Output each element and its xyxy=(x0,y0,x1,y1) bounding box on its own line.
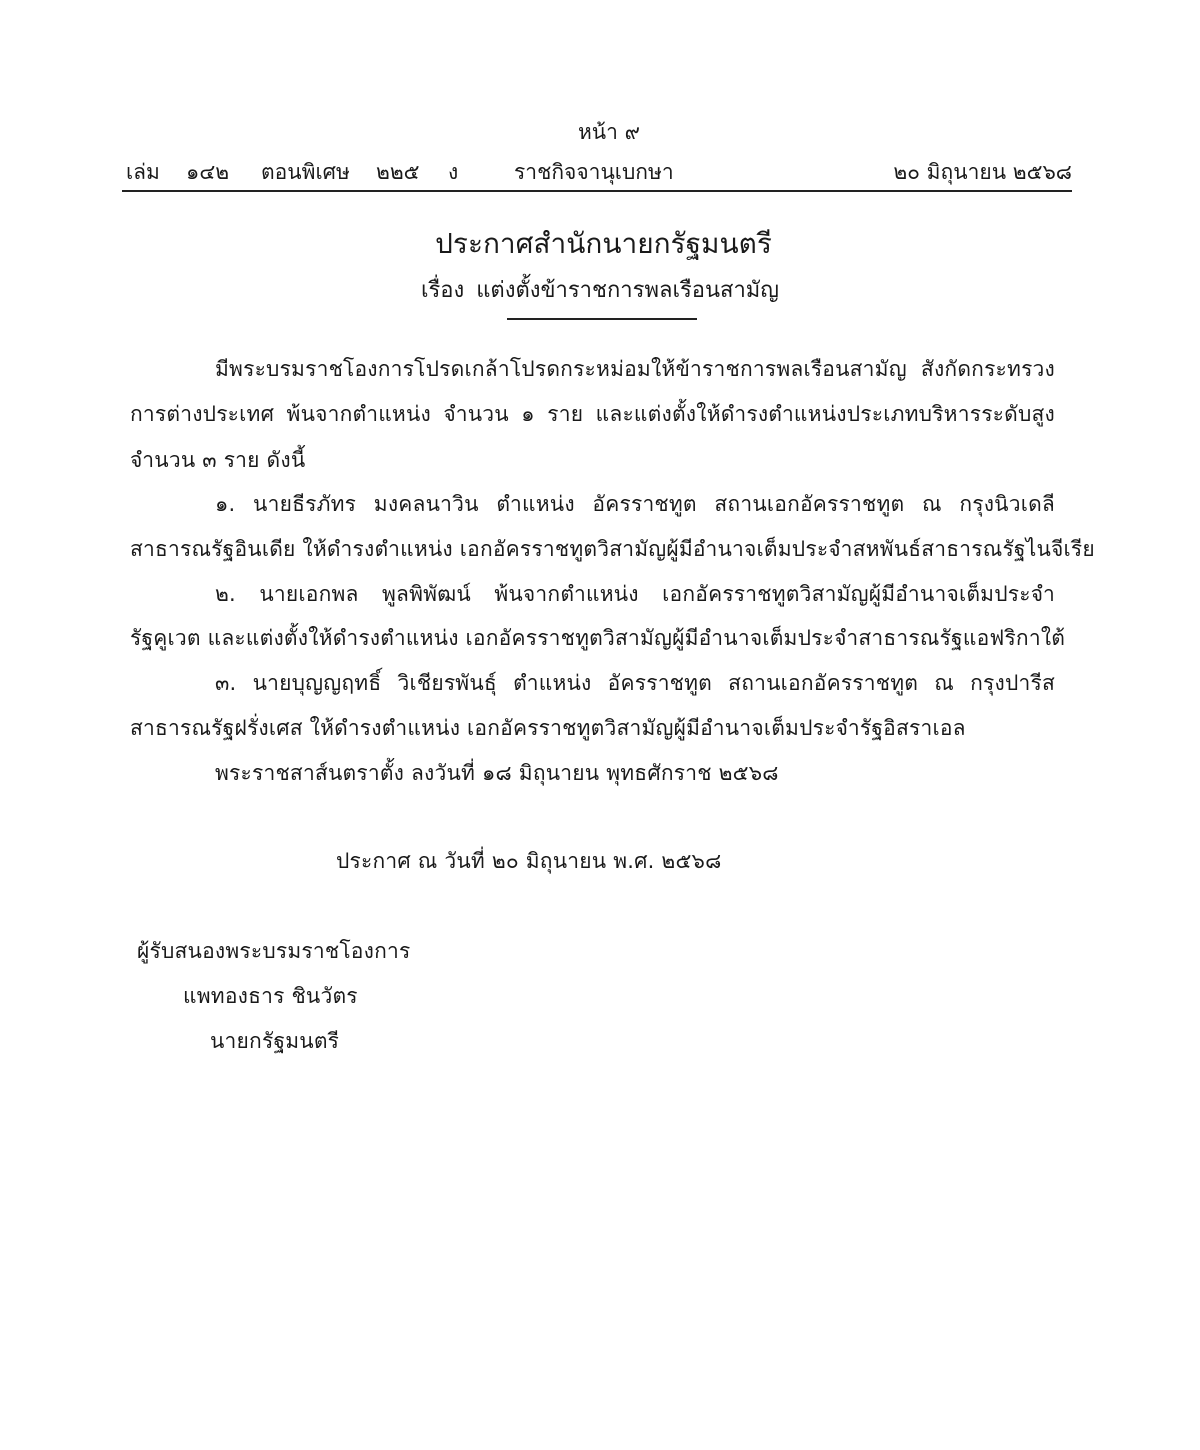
appointment-item-3-line-2: สาธารณรัฐฝรั่งเศส ให้ดำรงตำแหน่ง เอกอัครราชทูตวิสามัญผู้มีอำนาจเต็มประจำรัฐอิสราเอล xyxy=(130,716,966,740)
header-divider xyxy=(122,190,1072,192)
volume-number: ๑๔๒ xyxy=(186,160,230,184)
gazette-header xyxy=(126,156,1072,186)
announcement-subject xyxy=(0,272,1200,307)
announcement-title: ประกาศสำนักนายกรัฐมนตรี xyxy=(435,227,772,260)
intro-line: การต่างประเทศ พ้นจากตำแหน่ง จำนวน ๑ ราย และแต่งตั้งให้ดำรงตำแหน่งประเภทบริหารระดับสูง xyxy=(130,402,1055,426)
appointment-item-2-line-2: รัฐคูเวต และแต่งตั้งให้ดำรงตำแหน่ง เอกอัครราชทูตวิสามัญผู้มีอำนาจเต็มประจำสาธารณรัฐแอฟริกาใต้ xyxy=(130,626,1066,650)
announcement-date: ประกาศ ณ วันที่ ๒๐ มิถุนายน พ.ศ. ๒๕๖๘ xyxy=(336,849,722,873)
intro-line: มีพระบรมราชโองการโปรดเกล้าโปรดกระหม่อมให้ข้าราชการพลเรือนสามัญ สังกัดกระทรวง xyxy=(215,357,1055,381)
subject-text: แต่งตั้งข้าราชการพลเรือนสามัญ xyxy=(476,278,780,303)
appointment-item-1-line-1: ๑. นายธีรภัทร มงคลนาวิน ตำแหน่ง อัครราชทูต สถานเอกอัครราชทูต ณ กรุงนิวเดลี xyxy=(215,492,1055,516)
gazette-name: ราชกิจจานุเบกษา xyxy=(514,160,674,184)
appointment-item-2-line-1: ๒. นายเอกพล พูลพิพัฒน์ พ้นจากตำแหน่ง เอกอัครราชทูตวิสามัญผู้มีอำนาจเต็มประจำ xyxy=(215,582,1055,606)
intro-line: จำนวน ๓ ราย ดังนี้ xyxy=(130,448,306,472)
appointment-item-3-line-1: ๓. นายบุญญฤทธิ์ วิเชียรพันธุ์ ตำแหน่ง อัครราชทูต สถานเอกอัครราชทูต ณ กรุงปารีส xyxy=(215,671,1055,695)
signatory-name: แพทองธาร ชินวัตร xyxy=(183,984,358,1008)
issue-label: ตอนพิเศษ xyxy=(261,160,350,184)
signatory-position: นายกรัฐมนตรี xyxy=(210,1029,340,1053)
page-number: หน้า ๙ xyxy=(577,120,641,144)
countersign-label: ผู้รับสนองพระบรมราชโองการ xyxy=(137,939,411,963)
appointment-item-1-line-2: สาธารณรัฐอินเดีย ให้ดำรงตำแหน่ง เอกอัครราชทูตวิสามัญผู้มีอำนาจเต็มประจำสหพันธ์สาธารณรัฐไนจีเรีย xyxy=(130,537,1095,561)
issue-number: ๒๒๕ xyxy=(376,160,420,184)
decree-line: พระราชสาส์นตราตั้ง ลงวันที่ ๑๘ มิถุนายน พุทธศักราช ๒๕๖๘ xyxy=(215,761,779,785)
title-divider xyxy=(507,318,697,320)
section-letter: ง xyxy=(448,160,459,184)
subject-label: เรื่อง xyxy=(420,278,465,303)
volume-label: เล่ม xyxy=(126,160,160,184)
header-date: ๒๐ มิถุนายน ๒๕๖๘ xyxy=(893,160,1072,184)
